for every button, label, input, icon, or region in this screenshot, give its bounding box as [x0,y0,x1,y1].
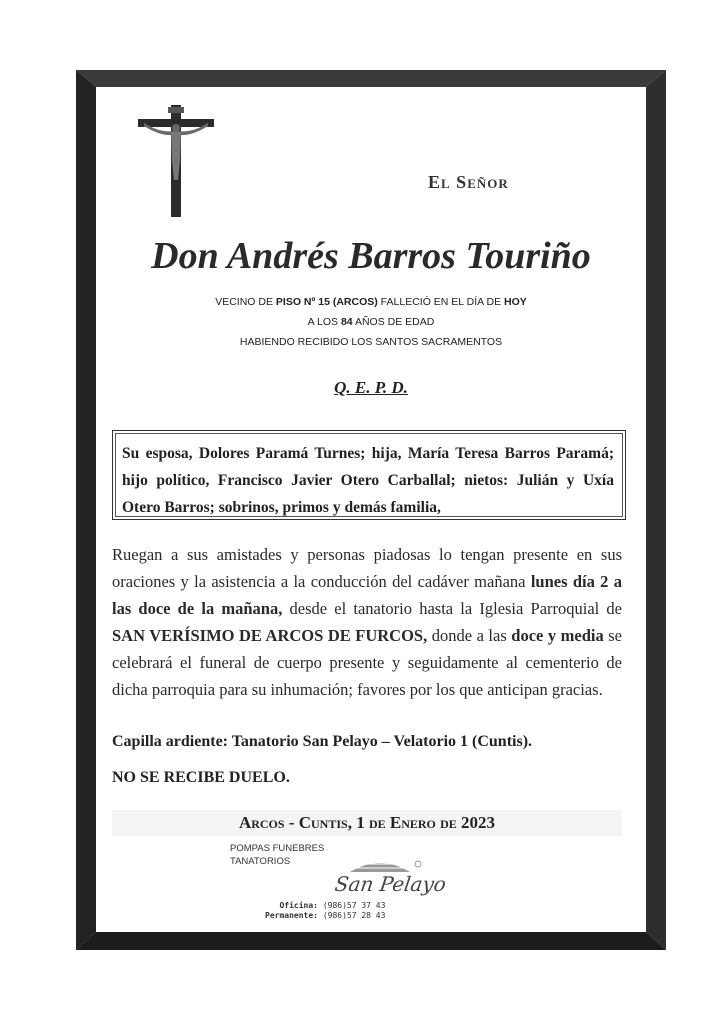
permanent-phone-line: Permanente: (986)57 28 43 [265,911,386,920]
crucifix-icon [138,105,214,217]
funeral-paragraph: Ruegan a sus amistades y personas piadosas lo tengan presente en sus oraciones y la asistencia a la conducción del cadáver mañana lunes día 2 a las doce de la mañana, desde el tanatorio hasta la Iglesia Parroquial de SAN VERÍSIMO DE ARCOS DE FURCOS, donde a las doce y media se celebrará el funeral de cuerpo presente y seguidamente al cementerio de dicha parroquia para su inhumación; favores por los que anticipan gracias. [112,545,623,699]
place-date: Arcos - Cuntis, 1 de Enero de 2023 [112,810,622,836]
funeral-home-logo-text: San Pelayo [333,872,448,896]
qepd-label: Q. E. P. D. [334,378,408,397]
family-box [112,430,626,520]
office-phone-line: Oficina: (986)57 37 43 [279,901,386,910]
detail-line-2: A LOS 84 AÑOS DE EDAD [307,316,435,328]
heading-title: El Señor [428,172,509,192]
funeral-home-line-2: TANATORIOS [230,856,291,867]
detail-line-1: VECINO DE PISO Nº 15 (ARCOS) FALLECIÓ EN EL DÍA DE HOY [215,296,527,308]
detail-line-3: HABIENDO RECIBIDO LOS SANTOS SACRAMENTOS [239,336,503,348]
funeral-home-line-1: POMPAS FUNEBRES [230,843,325,854]
family-text: Su esposa, Dolores Paramá Turnes; hija, María Teresa Barros Paramá; hijo político, Francisco Javier Otero Carballal; nietos: Julián y Uxía Otero Barros; sobrinos, primos y demás familia, [115,433,623,517]
no-duelo: NO SE RECIBE DUELO. [112,769,290,786]
deceased-name: Don Andrés Barros Touriño [151,235,591,277]
capilla-ardiente: Capilla ardiente: Tanatorio San Pelayo – Velatorio 1 (Cuntis). [112,733,533,750]
